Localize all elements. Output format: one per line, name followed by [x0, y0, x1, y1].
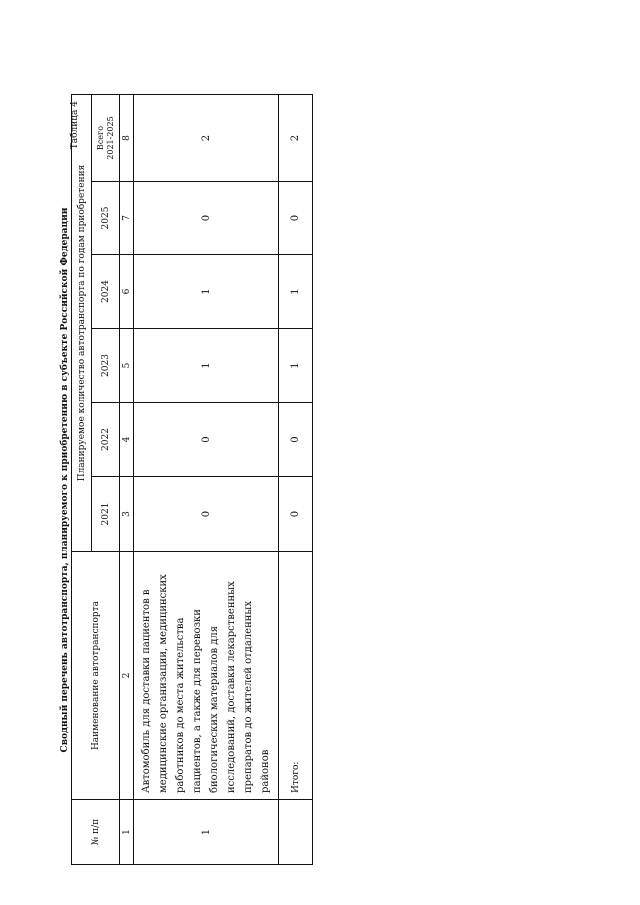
header-total: [92, 95, 120, 182]
header-year: 2021: [92, 477, 120, 552]
row-value: 1: [134, 255, 279, 329]
header-row-top: [72, 95, 92, 865]
totals-value: 0: [279, 403, 313, 477]
totals-value: 0: [279, 477, 313, 552]
header-year: 2023: [92, 329, 120, 403]
row-value: 1: [134, 329, 279, 403]
totals-total: 2: [279, 95, 313, 182]
transport-table: [71, 94, 313, 865]
totals-row: [279, 95, 313, 865]
row-value: 0: [134, 477, 279, 552]
row-value: 0: [134, 182, 279, 255]
column-number: 7: [120, 182, 134, 255]
column-number: 8: [120, 95, 134, 182]
column-number: 5: [120, 329, 134, 403]
column-number: 1: [120, 800, 134, 865]
header-name: Наименование автотранспорта: [72, 552, 120, 800]
table-title: Сводный перечень автотранспорта, планируемого к приобретению в субъекте Российской Федерации: [60, 207, 70, 753]
row-name: Автомобиль для доставки пациентов в медицинские организации, медицинских работников до места жительства пациентов, а также для перевозки биологических материалов для исследований, доставки лекарственных препаратов до жителей отдаленных районов: [134, 552, 279, 800]
header-num: № п/п: [72, 800, 120, 865]
column-number: 4: [120, 403, 134, 477]
totals-num-empty: [279, 800, 313, 865]
table-caption: Таблица 4: [70, 101, 80, 150]
header-year: 2024: [92, 255, 120, 329]
landscape-page: [54, 95, 301, 865]
totals-value: 0: [279, 182, 313, 255]
totals-value: 1: [279, 255, 313, 329]
totals-value: 1: [279, 329, 313, 403]
header-planned: Планируемое количество автотранспорта по годам приобретения: [72, 95, 92, 552]
row-num: 1: [134, 800, 279, 865]
header-total-line2: 2021-2025: [105, 116, 115, 160]
header-year: 2022: [92, 403, 120, 477]
row-value: 0: [134, 403, 279, 477]
totals-label: Итого:: [279, 552, 313, 800]
column-number-row: [120, 95, 134, 865]
column-number: 3: [120, 477, 134, 552]
header-year: 2025: [92, 182, 120, 255]
header-total-line1: Всего: [95, 125, 105, 151]
table-row: [134, 95, 279, 865]
column-number: 2: [120, 552, 134, 800]
column-number: 6: [120, 255, 134, 329]
row-total: 2: [134, 95, 279, 182]
